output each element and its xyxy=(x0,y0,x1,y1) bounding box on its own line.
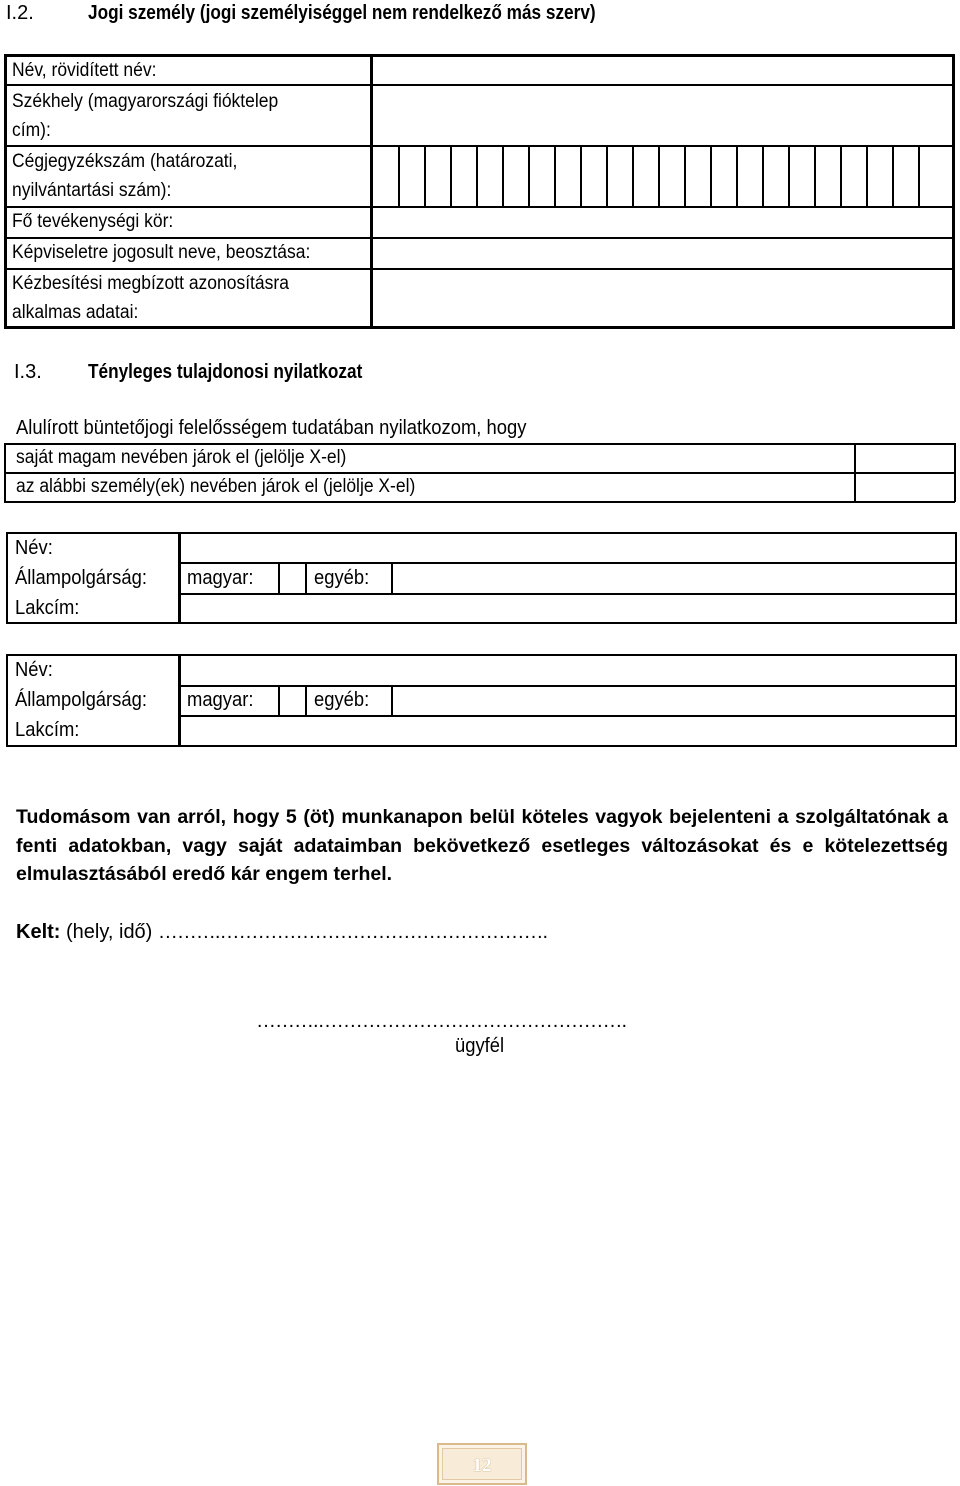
label-company-name: Név, rövidített név: xyxy=(12,60,157,81)
signature-label: ügyfél xyxy=(455,1035,505,1057)
person-1-address-field[interactable] xyxy=(181,595,954,621)
signature-dots-field[interactable]: ……….…………………………………………. xyxy=(256,1010,627,1032)
person-1-other-field[interactable] xyxy=(393,564,954,593)
page-number-badge xyxy=(437,1443,527,1485)
section-i3-number: I.3. xyxy=(14,361,42,383)
label-main-activity: Fő tevékenységi kör: xyxy=(12,211,174,232)
label-delivery-agent: Kézbesítési megbízott azonosításra xyxy=(12,273,289,294)
option-self-label: saját magam nevében járok el (jelölje X-el) xyxy=(16,447,347,468)
page-number: 12 xyxy=(472,1455,492,1476)
section-i2-number: I.2. xyxy=(6,2,34,24)
dated-label: Kelt: xyxy=(16,921,61,943)
person-1-hungarian-checkbox[interactable] xyxy=(280,564,305,593)
person-1-hungarian-label: magyar: xyxy=(187,567,254,589)
person-2-address-label: Lakcím: xyxy=(15,719,80,741)
person-1-name-label: Név: xyxy=(15,537,53,559)
seat-field[interactable] xyxy=(373,86,952,145)
label-registry-number-line2: nyilvántartási szám): xyxy=(12,180,172,201)
person-1-other-label: egyéb: xyxy=(314,567,370,589)
person-2-name-label: Név: xyxy=(15,659,53,681)
dated-hint: (hely, idő) xyxy=(66,921,153,943)
section-i2-title: Jogi személy (jogi személyiséggel nem rendelkező más szerv) xyxy=(88,2,596,24)
dated-dots-field[interactable]: ……….……………………………………………. xyxy=(157,921,548,943)
label-registry-number: Cégjegyzékszám (határozati, xyxy=(12,151,238,172)
person-1-name-field[interactable] xyxy=(181,535,954,562)
change-notification-notice: Tudomásom van arról, hogy 5 (öt) munkanapon belül köteles vagyok bejelenteni a szolgáltatónak a fenti adatokban, vagy saját adataimban bekövetkező esetleges változásokat és e kötelezettség elmulasztásából eredő kár engem terhel. xyxy=(16,806,948,885)
person-2-address-field[interactable] xyxy=(181,717,954,744)
section-i3-title: Tényleges tulajdonosi nyilatkozat xyxy=(88,361,363,383)
label-representative: Képviseletre jogosult neve, beosztása: xyxy=(12,242,311,263)
declaration-intro: Alulírott büntetőjogi felelősségem tudatában nyilatkozom, hogy xyxy=(16,417,527,439)
person-1-citizenship-label: Állampolgárság: xyxy=(15,567,147,589)
label-seat-line2: cím): xyxy=(12,120,51,141)
dated-line xyxy=(16,921,547,944)
person-2-hungarian-label: magyar: xyxy=(187,689,254,711)
person-2-other-field[interactable] xyxy=(393,687,954,715)
person-2-citizenship-label: Állampolgárság: xyxy=(15,689,147,711)
option-others-checkbox[interactable] xyxy=(856,474,954,501)
person-2-name-field[interactable] xyxy=(181,657,954,685)
person-1-address-label: Lakcím: xyxy=(15,597,80,619)
label-seat: Székhely (magyarországi fióktelep xyxy=(12,91,279,112)
main-activity-field[interactable] xyxy=(373,208,952,237)
representative-field[interactable] xyxy=(373,239,952,268)
person-2-hungarian-checkbox[interactable] xyxy=(280,687,305,715)
registry-number-digit-boxes[interactable] xyxy=(373,147,952,206)
label-delivery-agent-line2: alkalmas adatai: xyxy=(12,302,139,323)
company-name-field[interactable] xyxy=(373,57,952,84)
option-others-label: az alábbi személy(ek) nevében járok el (jelölje X-el) xyxy=(16,476,416,497)
person-2-other-label: egyéb: xyxy=(314,689,370,711)
option-self-checkbox[interactable] xyxy=(856,445,954,472)
delivery-agent-field[interactable] xyxy=(373,270,952,326)
